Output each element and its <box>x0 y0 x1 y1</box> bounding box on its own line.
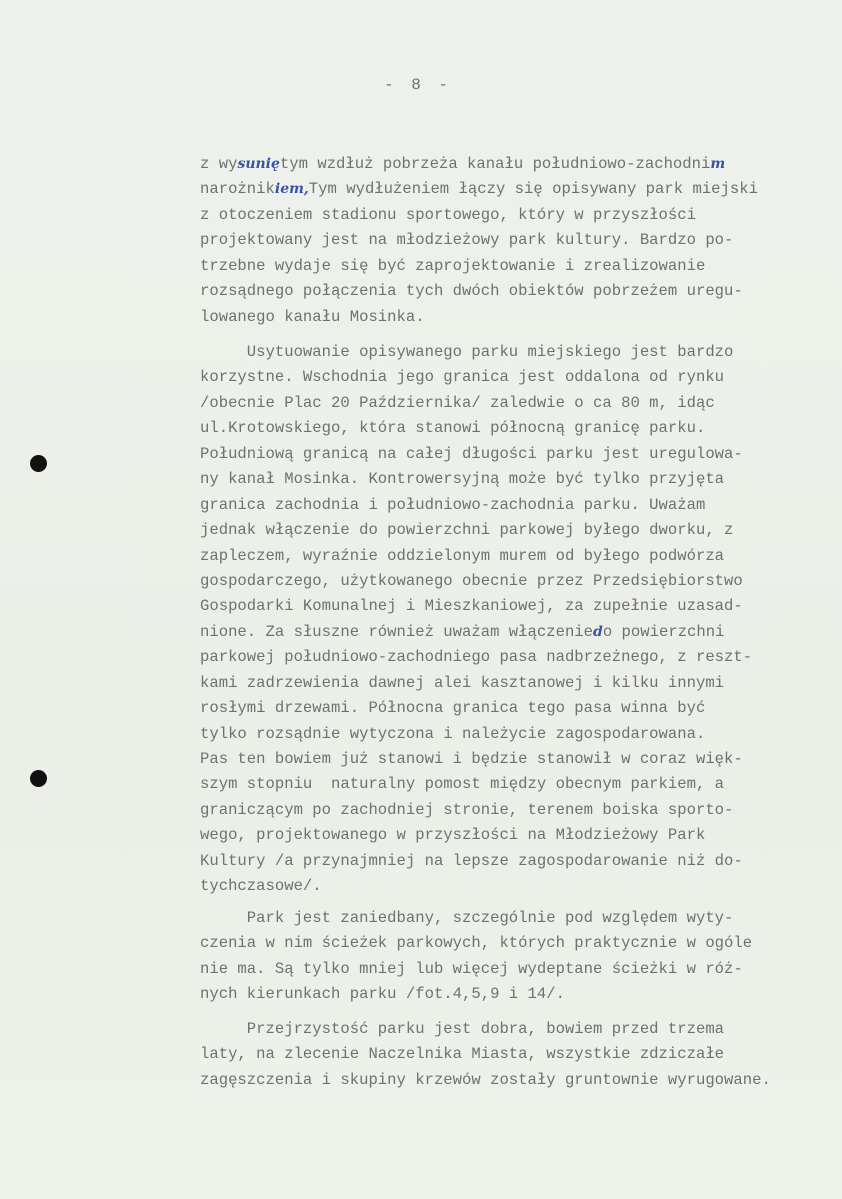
text-line <box>200 365 752 390</box>
typed-text: graniczącym po zachodniej stronie, terenem boiska sporto- <box>200 800 734 819</box>
typed-text: projektowany jest na młodzieżowy park kultury. Bardzo po- <box>200 231 734 250</box>
punch-hole <box>30 455 47 472</box>
typed-text: Południową granicą na całej długości parku jest uregulowa- <box>200 444 743 463</box>
typed-text: /obecnie Plac 20 Października/ zaledwie o ca 80 m, idąc <box>200 393 715 412</box>
text-line <box>200 747 752 772</box>
text-line <box>200 798 752 823</box>
typed-text: lowanego kanału Mosinka. <box>200 307 425 326</box>
page-number: - 8 - <box>384 76 453 94</box>
typed-text: czenia w nim ścieżek parkowych, których praktycznie w ogóle <box>200 934 753 953</box>
typed-text: rosłymi drzewami. Północna granica tego pasa winna być <box>200 699 706 718</box>
typed-text: trzebne wydaje się być zaprojektowanie i zrealizowanie <box>200 256 706 275</box>
paragraph-3 <box>200 906 752 1008</box>
text-line <box>200 620 752 645</box>
text-line <box>200 467 752 492</box>
typed-text: ul.Krotowskiego, która stanowi północną granicę parku. <box>200 419 706 438</box>
punch-hole <box>30 770 47 787</box>
typed-text: jednak włączenie do powierzchni parkowej byłego dworku, z <box>200 521 734 540</box>
typed-text: gospodarczego, użytkowanego obecnie przez Przedsiębiorstwo <box>200 571 743 590</box>
typed-text: Kultury /a przynajmniej na lepsze zagospodarowanie niż do- <box>200 851 743 870</box>
text-line <box>200 518 752 543</box>
handwritten-correction: iem, <box>274 181 309 198</box>
text-line <box>200 696 752 721</box>
typed-text: tym wzdłuż pobrzeża kanału południowo-zachodni <box>279 155 711 173</box>
typed-text: Gospodarki Komunalnej i Mieszkaniowej, za zupełnie uzasad- <box>200 597 743 616</box>
typed-text: Usytuowanie opisywanego parku miejskiego jest bardzo <box>200 343 734 361</box>
text-line <box>200 442 752 467</box>
typed-text: zapleczem, wyraźnie oddzielonym murem od byłego podwórza <box>200 546 725 565</box>
text-line <box>200 305 758 330</box>
typed-text: ny kanał Mosinka. Kontrowersyjną może być tylko przyjęta <box>200 470 725 489</box>
handwritten-correction: d <box>593 623 603 640</box>
text-line <box>200 823 752 848</box>
text-line <box>200 391 752 416</box>
paragraph-2 <box>200 340 752 900</box>
typed-text: kami zadrzewienia dawnej alei kasztanowej i kilku innymi <box>200 673 725 692</box>
typed-text: Pas ten bowiem już stanowi i będzie stanowił w coraz więk- <box>200 750 743 768</box>
typed-text: Przejrzystość parku jest dobra, bowiem przed trzema <box>200 1020 725 1038</box>
typed-text: nie ma. Są tylko mniej lub więcej wydeptane ścieżki w róż- <box>200 959 743 978</box>
text-line <box>200 254 758 279</box>
text-line <box>200 1017 771 1042</box>
typed-text: parkowej południowo-zachodniego pasa nadbrzeżnego, z reszt- <box>200 648 753 667</box>
text-line <box>200 152 758 177</box>
text-line <box>200 957 752 982</box>
typed-text: laty, na zlecenie Naczelnika Miasta, wszystkie zdziczałe <box>200 1045 725 1064</box>
text-line <box>200 228 758 253</box>
typed-text: zagęszczenia i skupiny krzewów zostały gruntownie wyrugowane. <box>200 1070 771 1089</box>
text-line <box>200 594 752 619</box>
typed-text: o powierzchni <box>602 622 725 641</box>
text-line <box>200 772 752 797</box>
text-line <box>200 1068 771 1093</box>
typed-text: korzystne. Wschodnia jego granica jest oddalona od rynku <box>200 368 725 387</box>
text-line <box>200 874 752 899</box>
typed-text: nych kierunkach parku /fot.4,5,9 i 14/. <box>200 985 565 1004</box>
text-line <box>200 177 758 202</box>
typed-text: tychczasowe/. <box>200 877 322 896</box>
handwritten-correction: sunię <box>237 156 280 172</box>
text-line <box>200 544 752 569</box>
text-line <box>200 279 758 304</box>
text-line <box>200 671 752 696</box>
typed-text: wego, projektowanego w przyszłości na Młodzieżowy Park <box>200 826 706 845</box>
handwritten-correction: m <box>710 156 726 172</box>
text-line <box>200 722 752 747</box>
typed-text: granica zachodnia i południowo-zachodnia parku. Uważam <box>200 495 706 514</box>
paragraph-4 <box>200 1017 771 1093</box>
typed-text: narożnik <box>200 180 275 199</box>
text-line <box>200 493 752 518</box>
text-line <box>200 569 752 594</box>
text-line <box>200 645 752 670</box>
text-line <box>200 982 752 1007</box>
text-line <box>200 416 752 441</box>
typed-text: z wy <box>200 155 238 173</box>
text-line <box>200 1042 771 1067</box>
typed-text: Tym wydłużeniem łączy się opisywany park miejski <box>308 180 758 199</box>
text-line <box>200 340 752 365</box>
text-line <box>200 203 758 228</box>
typed-text: rozsądnego połączenia tych dwóch obiektów pobrzeżem uregu- <box>200 282 743 301</box>
typed-text: szym stopniu naturalny pomost między obecnym parkiem, a <box>200 775 725 794</box>
typed-text: tylko rozsądnie wytyczona i należycie zagospodarowana. <box>200 724 706 743</box>
typed-text: nione. Za słuszne również uważam włączenie <box>200 622 594 641</box>
paragraph-1 <box>200 152 758 330</box>
text-line <box>200 849 752 874</box>
typed-text: z otoczeniem stadionu sportowego, który w przyszłości <box>200 205 696 224</box>
typed-text: Park jest zaniedbany, szczególnie pod względem wyty- <box>200 909 734 927</box>
text-line <box>200 931 752 956</box>
text-line <box>200 906 752 931</box>
